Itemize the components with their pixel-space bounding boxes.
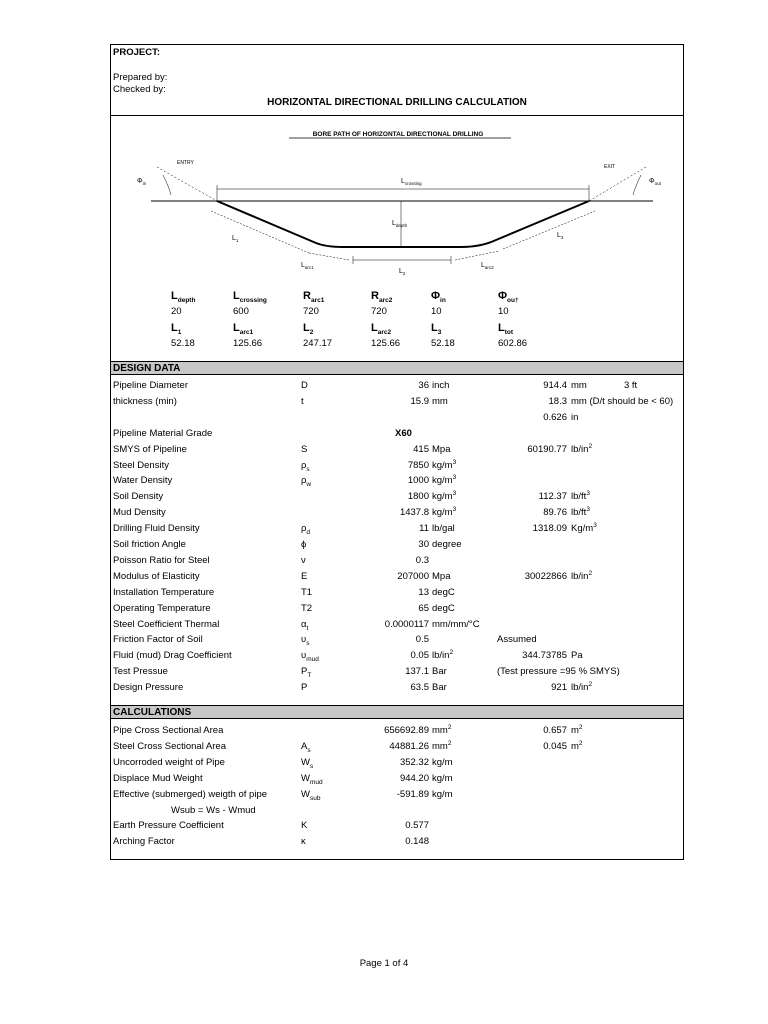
row-converted-unit: $lb/in^2$ (571, 680, 593, 694)
param-symbol: $L_{crossing}$ (233, 290, 267, 305)
entry-extension-line (157, 167, 217, 201)
larc2-dimension-line (455, 251, 499, 260)
row-unit: Mpa (432, 443, 451, 455)
row-label: Arching Factor (113, 836, 175, 848)
row-converted-unit: $lb/in^2$ (571, 569, 593, 582)
row-converted-unit: mm (D/t should be < 60) (571, 395, 674, 407)
entry-label: ENTRY (177, 160, 194, 166)
row-label: Pipeline Material Grade (113, 427, 213, 439)
row-symbol: P (301, 682, 308, 694)
row-converted-unit: $lb/in^2$ (571, 442, 593, 455)
l-crossing-label: $L_{crossing}$ (401, 178, 422, 186)
row-label: Uncorroded weight of Pipe (113, 756, 225, 768)
row-value: 944.20 (399, 772, 429, 784)
row-symbol: $W_{mud}$ (301, 772, 323, 786)
l-depth-label: $L_{depth}$ (392, 220, 408, 228)
row-label: Steel Cross Sectional Area (113, 740, 227, 752)
row-unit: Bar (432, 666, 447, 678)
row-label: Pipe Cross Sectional Area (113, 725, 224, 736)
row-label: Operating Temperature (113, 602, 211, 614)
row-unit: mm/mm/°C (432, 618, 480, 630)
row-value: 44881.26 (389, 740, 429, 752)
row-symbol: K (301, 820, 308, 832)
row-label: Mud Density (113, 507, 166, 519)
row-value: 1437.8 (399, 507, 429, 519)
calculations-heading: CALCULATIONS (111, 705, 683, 719)
row-symbol: $\rho_d$ (301, 523, 311, 536)
param-symbol: $\Phi_{in}$ (431, 290, 446, 305)
param-symbol: $R_{arc2}$ (371, 290, 393, 305)
row-converted-value: 30022866 (524, 570, 567, 582)
row-symbol: D (301, 380, 308, 391)
param-symbol: $L_2$ (303, 322, 314, 337)
row-converted-value: 60190.77 (527, 443, 567, 455)
param-value: 602.86 (498, 338, 528, 349)
row-value: 207000 (397, 570, 429, 582)
row-unit: Mpa (432, 570, 451, 582)
param-value: 247.17 (303, 338, 333, 349)
row-label: Steel Density (113, 459, 169, 471)
row-value: 0.05 (410, 650, 429, 662)
row-symbol: E (301, 570, 308, 582)
row-unit: kg/m (432, 788, 453, 800)
diagram-title: BORE PATH OF HORIZONTAL DIRECTIONAL DRILLING (312, 131, 484, 138)
row-label: Steel Coefficient Thermal (113, 618, 220, 630)
row-unit: $kg/m^3$ (432, 458, 457, 471)
row-value: 0.577 (405, 820, 429, 832)
param-symbol: $\Phi_{ou\dagger}$ (498, 290, 519, 305)
row-unit: $kg/m^3$ (432, 474, 457, 487)
row-value: 63.5 (410, 682, 429, 694)
prepared-by-label: Prepared by: (113, 72, 168, 83)
row-unit: $lb/in^2$ (432, 649, 454, 662)
row-symbol: t (301, 395, 304, 407)
row-label: Effective (submerged) weigth of pipe (113, 788, 268, 800)
row-unit: inch (432, 380, 450, 391)
exit-extension-line (589, 167, 646, 201)
row-symbol: $\alpha_t$ (301, 618, 309, 632)
row-extra: 3 ft (624, 380, 638, 391)
row-symbol: $\rho_w$ (301, 475, 312, 489)
row-value: 1000 (407, 475, 429, 487)
row-value: 0.0000117 (384, 618, 429, 630)
row-formula: Wsub = Ws - Wmud (171, 804, 256, 816)
sheet-header (111, 45, 683, 116)
param-value: 10 (498, 306, 509, 317)
row-value: 15.9 (410, 395, 429, 407)
row-value: 11 (419, 523, 429, 535)
row-converted-value: 0.657 (543, 725, 567, 736)
param-value: 52.18 (431, 338, 455, 349)
param-value: 720 (371, 306, 387, 317)
phi-out-label: $\Phi_{out}$ (649, 178, 661, 186)
row-value: -591.89 (396, 788, 429, 800)
row-unit: degree (432, 539, 462, 550)
row-converted-unit: $m^2$ (571, 723, 583, 736)
row-unit: $mm^2$ (432, 739, 452, 752)
row-symbol: T2 (301, 602, 313, 614)
row-label: Drilling Fluid Density (113, 523, 200, 535)
param-symbol: $R_{arc1}$ (303, 290, 325, 305)
row-value: 415 (413, 443, 429, 455)
l1-label: $L_1$ (232, 235, 239, 243)
param-value: 720 (303, 306, 319, 317)
row-label: Friction Factor of Soil (113, 634, 203, 646)
row-symbol: $\upsilon_s$ (301, 634, 310, 648)
row-label: Test Pressue (113, 666, 168, 678)
row-symbol: $\rho_s$ (301, 459, 310, 473)
row-value: 0.5 (415, 634, 429, 646)
checked-by-label: Checked by: (113, 84, 166, 95)
bore-path-diagram (111, 115, 683, 365)
row-value: 0.3 (415, 554, 429, 566)
row-converted-value: 0.045 (543, 740, 567, 752)
row-value: 137.1 (405, 666, 429, 678)
row-unit: mm (432, 395, 448, 407)
param-symbol: $L_{depth}$ (171, 290, 196, 305)
design-data-heading: DESIGN DATA (111, 361, 683, 375)
row-converted-unit: Pa (571, 650, 583, 662)
row-label: Installation Temperature (113, 586, 215, 598)
row-value: 7850 (407, 459, 429, 471)
row-symbol: $P_T$ (301, 666, 312, 680)
row-label: Water Density (113, 475, 173, 487)
row-label: Earth Pressure Coefficient (113, 820, 224, 832)
row-label: Soil Density (113, 491, 164, 503)
row-value: 30 (418, 539, 429, 550)
row-symbol: $\upsilon_{mud}$ (301, 650, 319, 664)
row-converted-value: 112.37 (538, 491, 567, 503)
larc2-label: $L_{arc2}$ (481, 262, 494, 270)
row-grade: X60 (395, 427, 412, 439)
param-value: 20 (171, 306, 182, 317)
phi-out-arc (633, 175, 641, 195)
row-symbol: ν (301, 554, 306, 566)
param-symbol: $L_3$ (431, 322, 442, 337)
row-label: thickness (min) (113, 395, 177, 407)
param-value: 125.66 (233, 338, 263, 349)
larc1-label: $L_{arc1}$ (301, 262, 314, 270)
row-unit: kg/m (432, 756, 453, 768)
row-note: Assumed (497, 634, 537, 646)
sheet-title: HORIZONTAL DIRECTIONAL DRILLING CALCULATION (267, 97, 527, 108)
param-symbol: $L_{arc1}$ (233, 322, 254, 337)
row-label: Pipeline Diameter (113, 380, 188, 391)
param-symbol: $L_{arc2}$ (371, 322, 392, 337)
row-label: Poisson Ratio for Steel (113, 554, 210, 566)
row-value: 36 (418, 380, 429, 391)
row-value: 656692.89 (384, 725, 429, 736)
row-note: (Test pressure =95 % SMYS) (497, 666, 620, 678)
param-symbol: $L_1$ (171, 322, 182, 337)
project-label: PROJECT: (113, 47, 160, 58)
l1-dimension-line (211, 211, 309, 253)
row-converted-unit: $lb/ft^3$ (571, 490, 590, 503)
row-converted-unit: $m^2$ (571, 739, 583, 752)
row-symbol: T1 (301, 586, 313, 598)
phi-in-label: $\Phi_{in}$ (137, 178, 147, 186)
param-value: 600 (233, 306, 249, 317)
phi-in-arc (163, 175, 171, 195)
row-unit: lb/gal (432, 523, 455, 535)
row-converted-value: 0.626 (543, 411, 567, 423)
row-symbol: S (301, 443, 308, 455)
calculation-sheet (110, 44, 684, 860)
param-value: 52.18 (171, 338, 195, 349)
row-converted-unit: in (571, 411, 579, 423)
row-unit: degC (432, 586, 455, 598)
row-symbol: ϕ (301, 539, 307, 550)
row-label: Fluid (mud) Drag Coefficient (113, 650, 232, 662)
row-value: 1800 (407, 491, 429, 503)
row-unit: $mm^2$ (432, 723, 452, 736)
row-unit: Bar (432, 682, 447, 694)
row-label: Modulus of Elasticity (113, 570, 200, 582)
param-value: 125.66 (371, 338, 401, 349)
row-unit: kg/m (432, 772, 453, 784)
l2-label: $L_2$ (399, 268, 406, 276)
row-converted-value: 914.4 (543, 380, 567, 391)
row-label: Displace Mud Weight (113, 772, 203, 784)
l3-label: $L_3$ (557, 232, 564, 240)
row-converted-value: 344.73785 (522, 650, 567, 662)
row-symbol: $W_s$ (301, 756, 314, 770)
row-converted-unit: mm (571, 380, 587, 391)
row-value: 352.32 (399, 756, 429, 768)
row-value: 65 (418, 602, 429, 614)
row-converted-value: 921 (551, 682, 567, 694)
row-label: SMYS of Pipeline (113, 443, 187, 455)
row-value: 13 (418, 586, 429, 598)
exit-label: EXIT (604, 164, 616, 170)
row-symbol: $W_{sub}$ (301, 788, 321, 802)
larc1-dimension-line (309, 253, 349, 260)
row-converted-unit: $lb/ft^3$ (571, 506, 590, 519)
row-converted-value: 89.76 (543, 507, 567, 519)
param-value: 10 (431, 306, 442, 317)
page-number: Page 1 of 4 (359, 958, 409, 969)
row-unit: $kg/m^3$ (432, 506, 457, 519)
row-unit: $kg/m^3$ (432, 490, 457, 503)
row-converted-unit: $Kg/m^3$ (571, 521, 597, 535)
row-value: 0.148 (405, 836, 429, 848)
row-converted-value: 18.3 (548, 395, 567, 407)
param-symbol: $L_{tot}$ (498, 322, 514, 337)
row-converted-value: 1318.09 (532, 523, 567, 535)
row-symbol: $A_s$ (301, 740, 311, 754)
row-symbol: κ (301, 836, 306, 848)
row-label: Design Pressure (113, 682, 184, 694)
row-unit: degC (432, 602, 455, 614)
row-label: Soil friction Angle (113, 539, 186, 550)
